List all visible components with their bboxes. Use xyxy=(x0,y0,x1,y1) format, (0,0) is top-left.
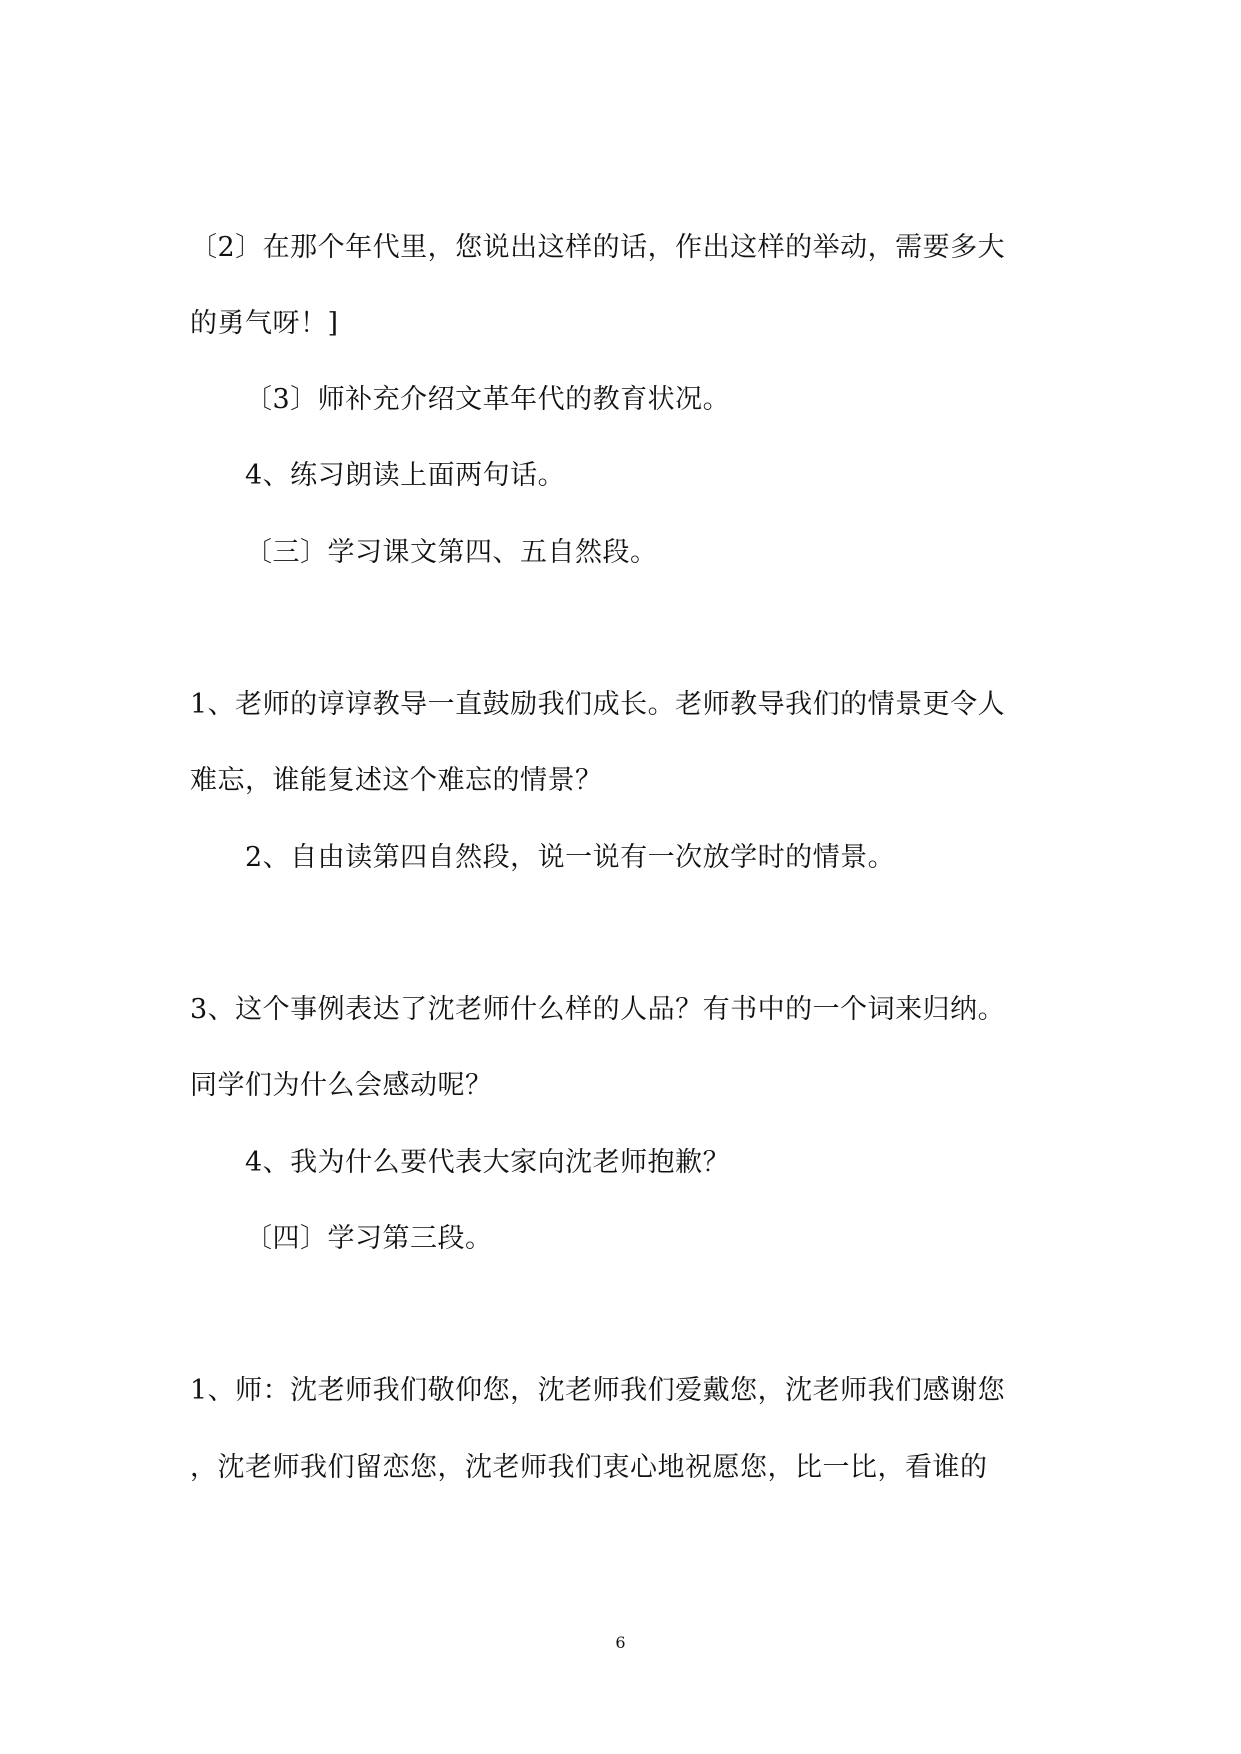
text-line: 的勇气呀！] xyxy=(190,308,339,339)
text-line: 4、我为什么要代表大家向沈老师抱歉？ xyxy=(245,1147,731,1178)
text-line: ，沈老师我们留恋您，沈老师我们衷心地祝愿您，比一比，看谁的 xyxy=(190,1452,988,1483)
section-heading: 〔四〕学习第三段。 xyxy=(245,1223,493,1254)
section-heading: 〔三〕学习课文第四、五自然段。 xyxy=(245,537,658,568)
text-line: 4、练习朗读上面两句话。 xyxy=(245,460,566,491)
page-number: 6 xyxy=(615,1633,626,1652)
text-line: 〔3〕师补充介绍文革年代的教育状况。 xyxy=(245,384,731,415)
text-line: 2、自由读第四自然段，说一说有一次放学时的情景。 xyxy=(245,842,896,873)
text-line: 3、这个事例表达了沈老师什么样的人品？有书中的一个词来归纳。 xyxy=(190,994,1006,1025)
text-line: 1、老师的谆谆教导一直鼓励我们成长。老师教导我们的情景更令人 xyxy=(190,689,1006,720)
text-line: 同学们为什么会感动呢？ xyxy=(190,1070,493,1101)
text-line: 1、师：沈老师我们敬仰您，沈老师我们爱戴您，沈老师我们感谢您 xyxy=(190,1375,1006,1406)
text-line: 难忘，谁能复述这个难忘的情景？ xyxy=(190,765,603,796)
text-line: 〔2〕在那个年代里，您说出这样的话，作出这样的举动，需要多大 xyxy=(190,232,1006,263)
